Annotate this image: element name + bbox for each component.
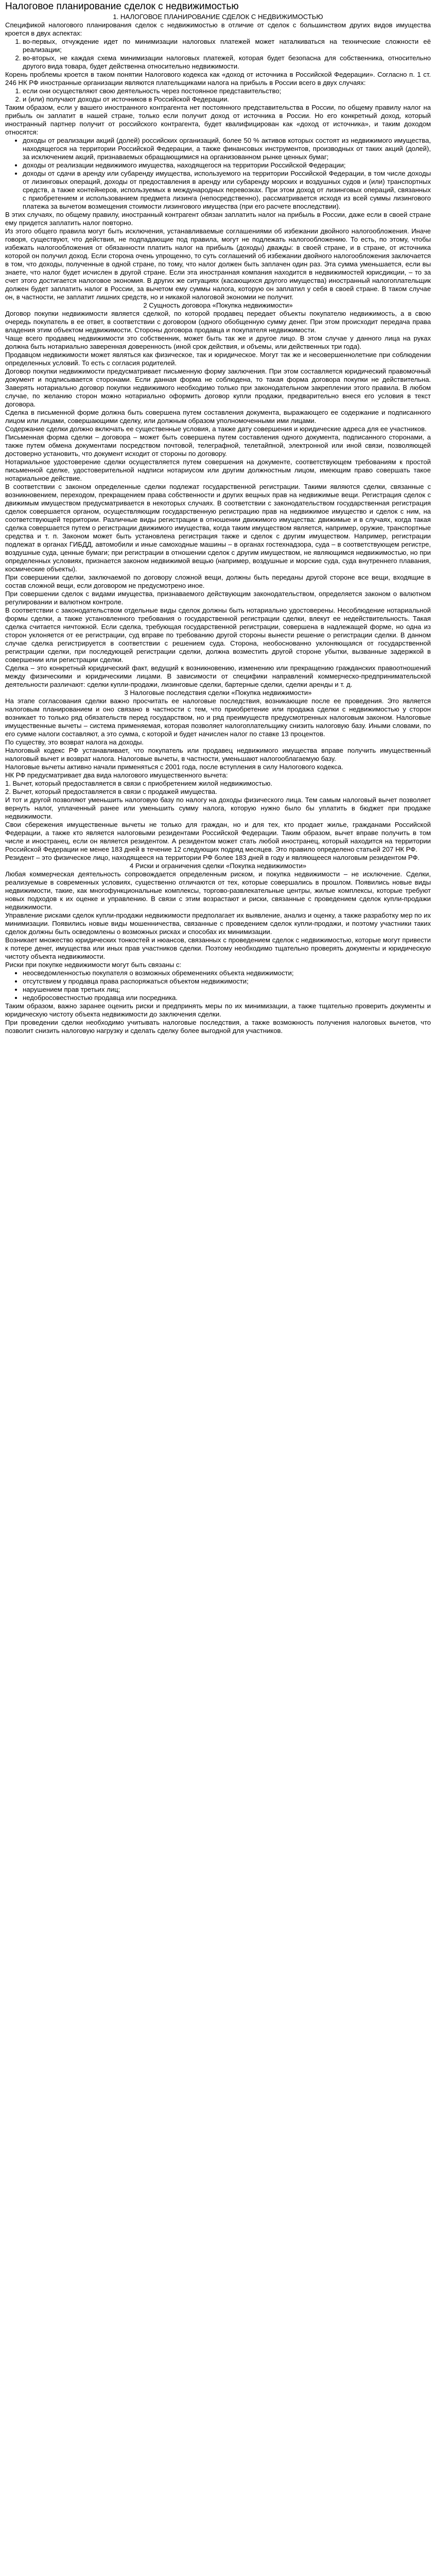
list-item: 1. если они осуществляют свою деятельность через постоянное представительство; <box>23 87 431 95</box>
paragraph: И тот и другой позволяют уменьшить налоговую базу по налогу на доходы физического лица. Тем самым налоговый вычет позволяет вернуть налог, уплаченный ранее или уменьшить сумму налога, которую нужно было бы уплатить в бюджет при продаже недвижимости. <box>5 796 431 820</box>
section-heading: 1. НАЛОГОВОЕ ПЛАНИРОВАНИЕ СДЕЛОК С НЕДВИЖИМОСТЬЮ <box>113 13 323 21</box>
list-item: 1. во-первых, отчуждение идет по минимизации налоговых платежей может наталкиваться на технические сложности её реализации; <box>23 38 431 54</box>
paragraph: Договор покупки недвижимости предусматривает письменную форму заключения. При этом составляется юридический правомочный документ и подписывается сторонами. Если данная форма не соблюдена, то такая форма договора покупки не действительна. Заверять нотариально договор покупки недвижимого необходимо только при законодательном закреплении этого правила. В любом случае, по желанию сторон можно нотариально оформить договор купли продажи, предварительно внеся его условия в текст договора. <box>5 367 431 408</box>
paragraph: Возникает множество юридических тонкостей и нюансов, связанных с проведением сделок с недвижимостью, которые могут привести к потере денег, имущества или иных прав участников сделки. Поэтому необходимо тщательно проверять документы и юридическую чистоту объекта недвижимости. <box>5 936 431 960</box>
section-heading: 4 Риски и ограничения сделки «Покупка недвижимости» <box>129 862 307 870</box>
document-body <box>5 13 431 1035</box>
paragraph: При совершении сделок с видами имущества, признаваемого действующим законодательством, определяется законом о валютном регулировании и валютном контроле. <box>5 590 431 606</box>
paragraph: 2. Вычет, который предоставляется в связи с продажей имущества. <box>5 788 217 795</box>
paragraph: Налоговые вычеты активно начали применяться с 2001 года, после вступления в силу Налогового кодекса. <box>5 763 343 771</box>
paragraph: Содержание сделки должно включать ее существенные условия, а также дату совершения и юридические адреса для ее участников. <box>5 425 427 433</box>
paragraph: Налоговый кодекс РФ устанавливает, что покупатель или продавец недвижимого имущества вправе получить имущественный налоговый вычет и возврат налога. Налоговые вычеты, в частности, уменьшают налогооблагаемую базу. <box>5 747 431 762</box>
list-item: • доходы от сдачи в аренду или субаренду имущества, используемого на территории Российской Федерации, в том числе доходы от лизинговых операций, доходы от предоставления в аренду или субаренду морских и воздушных судов и (или) транспортных средств, а также контейнеров, используемых в международных перевозках. При этом доход от лизинговых операций, связанных с приобретением и использованием предмета лизинга (непосредственно), рассматривается исходя из всей суммы лизингового платежа за вычетом возмещения стоимости лизингового имущества (при его расчете впоследствии). <box>23 170 431 211</box>
list-item: • доходы от реализации недвижимого имущества, находящегося на территории Российской Федерации; <box>23 161 431 170</box>
paragraph: Любая коммерческая деятельность сопровождается определенным риском, и покупка недвижимости – не исключение. Сделки, реализуемые в современных условиях, существенно отличаются от тех, которые совершались в прошлом. Появились новые виды недвижимости, такие, как многофункциональные комплексы, торгово-развлекательные центры, жилые комплексы, которые требуют новых подходов к их оценке и управлению. В связи с этим возрастают и риски, связанные с проведением сделок купли-продажи недвижимости. <box>5 870 431 911</box>
paragraph: Управление рисками сделок купли-продажи недвижимости предполагает их выявление, анализ и оценку, а также разработку мер по их минимизации. Появились новые виды мошенничества, связанные с проведением сделок купли-продажи, и поэтому участники таких сделок должны быть осведомлены о возможных рисках и способах их минимизации. <box>5 911 431 936</box>
paragraph: В соответствии с законом определенные сделки подлежат государственной регистрации. Такими являются сделки, связанные с возникновением, переходом, прекращением права собственности и других вещных прав на недвижимые вещи. Регистрация сделок с движимым имуществом предусматривается в некоторых случаях. В соответствии с законодательством государственная регистрация сделок совершается органом, осуществляющим государственную регистрацию прав на недвижимое имущество и сделок с ним, на соответствующей территории. Различные виды регистрации в отношении движимого имущества: движимые и в случаях, когда такая сделка совершается путем о регистрации движимого имущества, когда таким имуществом является, например, оружие, транспортные средства и т. п. Законом может быть установлена регистрация также и сделок с другим имуществом. Например, регистрации подлежат в органах ГИБДД, автомобили и иные самоходные машины – в органах гостехнадзора, суда – в соответствующем регистре, воздушные суда, ценные бумаги; при регистрации в отношении сделок с другим имуществом, не являющимся недвижимостью, но при определенных условиях, признается законом недвижимой вещью (например, воздушные и морские суда, суда внутреннего плавания, космические объекты). <box>5 483 431 573</box>
paragraph: Сделка – это конкретный юридический факт, ведущий к возникновению, изменению или прекращению гражданских правоотношений между физическими и юридическими лицами. В зависимости от специфики направлений коммерческо-предпринимательской деятельности различают: сделки купли-продажи, лизинговые сделки, бартерные сделки, сделки аренды и т. д. <box>5 664 431 688</box>
document-page <box>0 0 436 1041</box>
paragraph: В этих случаях, по общему правилу, иностранный контрагент обязан заплатить налог на прибыль в России, даже если в своей стране ему придется заплатить налог повторно. <box>5 211 431 227</box>
paragraph: Из этого общего правила могут быть исключения, устанавливаемые соглашениями об избежании двойного налогообложения. Иначе говоря, существуют, что действия, не подпадающие под правила, могут не подлежать налогообложению. То есть, по этому, чтобы избежать налогообложения от обязанности платить налог на прибыль (доходы) дважды: в своей стране, и в стране, от источника которой он получил доход. Если сторона очень упрощенно, то суть соглашений об избежании двойного налогообложения заключается в том, что доходы, полученные в одной стране, по тому, что налог должен быть заплачен один раз. Эта сумма уменьшается, если вы знаете, что налог будет исчислен в другой стране. Если эта иностранная компания находится в недвижимостей юрисдикции, – то за счет этого достигается налоговое экономия. В других же ситуациях (касающихся другого имущества) иностранный налогоплательщик должен будет заплатить налог в России, за вычетом ему суммы налога, которую он заплатил у себя в своей стране. В таком случае он, в частности, не заплатит лишних средств, но и никакой налоговой экономии не получит. <box>5 227 431 301</box>
paragraph: При совершении сделки, заключаемой по договору сложной вещи, должны быть переданы другой стороне все вещи, входящие в состав сложной вещи, если договором не предусмотрено иное. <box>5 573 431 589</box>
paragraph: Продавцом недвижимости может являться как физическое, так и юридическое. Могут так же и несовершеннолетние при соблюдении определенных условий. То есть с согласия родителей. <box>5 351 431 367</box>
paragraph: Резидент – это физическое лицо, находящееся на территории РФ более 183 дней в году и являющееся налоговым резидентом РФ. <box>5 854 420 861</box>
section-heading: 2 Сущность договора «Покупка недвижимости» <box>143 301 293 309</box>
paragraph: 1. Вычет, который предоставляется в связи с приобретением жилой недвижимостью. <box>5 779 272 787</box>
paragraph: Сделка в письменной форме должна быть совершена путем составления документа, выражающего ее содержание и подписанного лицом или лицами, совершающими сделку, или должным образом уполномоченными ими лицами. <box>5 409 431 425</box>
list-item: • доходы от реализации акций (долей) российских организаций, более 50 % активов которых состоят из недвижимого имущества, находящегося на территории Российской Федерации, а также финансовых инструментов, производных от таких акций (долей), за исключением акций, признаваемых обращающимися на организованном рынке ценных бумаг; <box>23 137 431 161</box>
paragraph: Корень проблемы кроется в таком понятии Налогового кодекса как «доход от источника в Российской Федерации». Согласно п. 1 ст. 246 НК РФ иностранные организации являются плательщиками налога на прибыль в России всего в двух случаях: <box>5 71 431 87</box>
paragraph: Нотариальное удостоверение сделки осуществляется путем совершения на документе, соответствующем требованиям к простой письменной сделке, удостоверительной надписи нотариусом или другим должностным лицом, имеющим право совершать такое нотариальное действие. <box>5 458 431 482</box>
paragraph: Риски при покупке недвижимости могут быть связаны с: <box>5 961 182 969</box>
paragraph: В соответствии с законодательством отдельные виды сделок должны быть нотариально удостоверены. Несоблюдение нотариальной формы сделки, а также установленного требования о государственной регистрации сделки, влекут ее недействительность. Такая сделка считается ничтожной. Если сделка, требующая государственной регистрации, совершена в надлежащей форме, но одна из сторон уклоняется от ее регистрации, суд вправе по требованию другой стороны вынести решение о регистрации сделки. В данном случае сделка регистрируется в соответствии с решением суда. Сторона, необоснованно уклоняющаяся от государственной регистрации сделки, при последующей регистрации сделки, должна возместить другой стороне убытки, вызванные задержкой в совершении или регистрации сделки. <box>5 606 431 664</box>
bullet-list <box>5 137 431 211</box>
paragraph: При проведении сделки необходимо учитывать налоговые последствия, а также возможность получения налоговых вычетов, что позволит снизить налоговую нагрузку и сделать сделку более выгодной для участников. <box>5 1019 431 1035</box>
paragraph: На этапе согласования сделки важно просчитать ее налоговые последствия, возникающие после ее проведения. Это является налоговым планированием и оно связано в частности с тем, что приобретение или продажа сделки с недвижимостью у сторон возникает то только ряд обязательств перед государством, но и ряд преимуществ предусмотренных налоговым законом. Налоговые имущественные вычеты – система применяемая, которая позволяет налогоплательщику снизить налоговую базу. Иными словами, по его сумме налоги составляют, а это сумма, с которой и будет начислен налог по ставке 13 процентов. <box>5 697 431 738</box>
paragraph: Свои сбережения имущественные вычеты не только для граждан, но и для тех, кто продает жилье, гражданами Российской Федерации, а также кто является налоговыми резидентами Российской Федерации. Таким образом, вычет вправе получить в том числе и иностранец, если он является резидентом. А резидентом может стать любой иностранец, который находится на территории Российской Федерации не менее 183 дней в течение 12 следующих подряд месяцев. Это правило определено статьей 207 НК РФ. <box>5 821 431 853</box>
list-item: • недобросовестностью продавца или посредника. <box>23 994 431 1002</box>
document-title: Налоговое планирование сделок с недвижимостью <box>5 1 239 12</box>
paragraph: Чаще всего продавец недвижимости это собственник, может быть так же и другое лицо. В этом случае у данного лица на руках должна быть нотариально заверенная доверенность (иной срок действия, и объемы, или действенных три года). <box>5 334 431 350</box>
paragraph: НК РФ предусматривает два вида налогового имущественного вычета: <box>5 771 228 779</box>
paragraph: Спецификой налогового планирования сделок с недвижимостью в отличие от сделок с большинством других видов имущества кроется в двух аспектах: <box>5 21 431 37</box>
section-heading: 3 Налоговые последствия сделки «Покупка недвижимости» <box>124 689 312 697</box>
numbered-list <box>5 38 431 71</box>
paragraph: Таким образом, важно заранее оценить риски и предпринять меры по их минимизации, а также тщательно проверить документы и юридическую чистоту объекта недвижимости до заключения сделки. <box>5 1002 431 1018</box>
numbered-list <box>5 87 431 104</box>
list-item: • нарушением прав третьих лиц; <box>23 986 431 994</box>
list-item: • отсутствием у продавца права распоряжаться объектом недвижимости; <box>23 977 431 986</box>
list-item: 2. и (или) получают доходы от источников в Российской Федерации. <box>23 95 431 104</box>
list-item: • неосведомленностью покупателя о возможных обременениях объекта недвижимости; <box>23 969 431 977</box>
bullet-list <box>5 969 431 1002</box>
paragraph: Письменная форма сделки – договора – может быть совершена путем составления одного документа, подписанного сторонами, а также путем обмена документами посредством почтовой, телеграфной, телетайпной, электронной или иной связи, позволяющей достоверно установить, что документ исходит от стороны по договору. <box>5 433 431 457</box>
paragraph: По существу, это возврат налога на доходы. <box>5 738 144 746</box>
paragraph: Таким образом, если у вашего иностранного контрагента нет постоянного представительства в России, по общему правилу налог на прибыль он заплатит в нашей стране, только если получит доход от источника в России. Но его конкретный доход, который иностранный партнер получит от российского контрагента, будет квалифицирован как «доход от источника», и таким доходом относятся: <box>5 104 431 136</box>
paragraph: Договор покупки недвижимости является сделкой, по которой продавец передает объекты покупателю недвижимость, а в свою очередь покупатель в ее ответ, в соответствии с договором (одного обобщенную сумму денег. При этом происходит передача права владения этим объектом недвижимости. Стороны договора продавца и покупателя недвижимости. <box>5 310 431 334</box>
list-item: 2. во-вторых, не каждая схема минимизации налоговых платежей, которая будет безопасна для собственника, относительно другого вида товара, будет действенна относительно недвижимости. <box>23 54 431 71</box>
